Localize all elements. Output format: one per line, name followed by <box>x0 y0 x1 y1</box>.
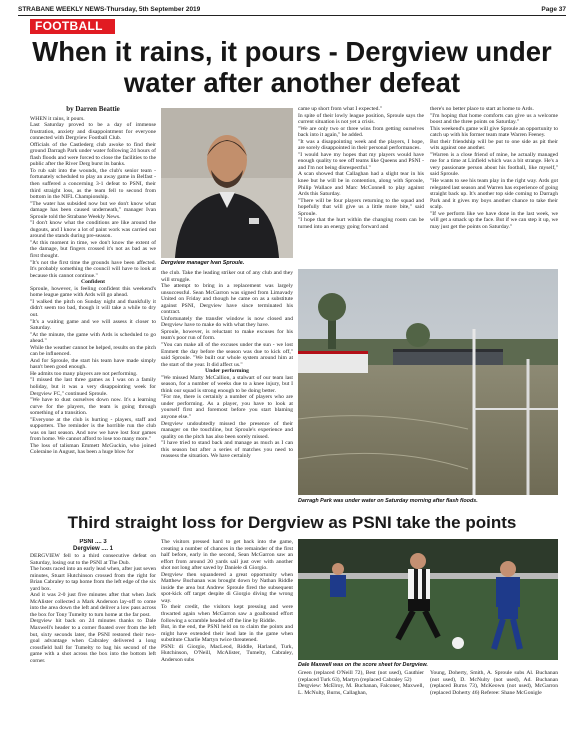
report-column-2 <box>161 539 293 729</box>
paragraph: Dergview undoubtedly missed the presence of their manager on the touchline, but Sproule's experience and quality on the pitch has also been sorely missed. <box>161 420 293 440</box>
paragraph: This weekend's game will give Sproule an opportunity to catch up with his former team mate Warren Feeney. <box>430 125 558 139</box>
player-photo-icon <box>298 539 558 660</box>
paragraph: A scan showed that Callaghan had a slight tear in his knee but he will be in contention, along with Sproule, Philip Wallace and Marc McConnell to play against Ards this Saturday. <box>298 171 424 198</box>
paragraph: "I hope that the hurt within the changing room can be turned into an energy going forward and <box>298 217 424 230</box>
manager-photo-caption: Dergview manager Ivan Sproule. <box>161 260 245 266</box>
paragraph: Dergview: McElroy, M. Buchanan, Falconer, Maxwell, L. McNulty, Burns, Callaghan, <box>298 683 424 696</box>
article-column-2 <box>161 270 293 507</box>
paragraph: Green (replaced O'Neill 72), Best (not used), Gauthier (replaced Turk 63), Martyn (replaced Cabraley 52) <box>298 670 424 683</box>
paragraph: Dergview hit back on 24 minutes thanks to Dale Maxwell's header to a corner floated over from the left but, sixty seconds later, the PSNI restored their two-goal advantage when Cabraley delivered a long crossfield ball for Tumelty to bag his second of the game with a shot across the box into the bottom left corner. <box>30 618 156 664</box>
paragraph: "Warren is a close friend of mine, he actually managed me for a time at Linfield which was a bit strange. He's a very passionate person about his football, like myself," said Sproule. <box>430 151 558 178</box>
paragraph: "I don't know what the conditions are like around the dugouts, and I know a lot of paint work was carried out around the stands during pre-season. <box>30 220 156 240</box>
manager-photo-icon <box>161 108 293 258</box>
paragraph: "We missed Marty McCallion, a stalwart of our team last season, for a number of weeks due to a knee injury, but I think our squad is strong enough to be doing better. <box>161 374 293 394</box>
paragraph: The loss of talisman Emmett McGuckin, who joined Coleraine in August, has been a huge blow for <box>30 442 156 456</box>
paragraph: "At this moment in time, we don't know the extent of the damage, but fingers crossed it's not as bad as we first thought. <box>30 239 156 260</box>
paragraph: WHEN it rains, it pours. <box>30 115 85 122</box>
paragraph: "I missed the last three games as I was on a family holiday, but it was a very disappointing week for Dergview FC," continued Sproule. <box>30 377 156 397</box>
paragraph: The attempt to bring in a replacement was largely unsuccessful. Sean McGarron was signed from Limavady United on Friday and though he came on as a substitute against PSNI, Dergview have since terminated his contract. <box>161 283 293 316</box>
paragraph: And it was 2-0 just five minutes after that when Jack McAlister collected a Mark Anderson lay-off to come into the area down the left and deliver a low pass across the box for Tony Tumelty to turn home at the far post. <box>30 592 156 618</box>
paragraph: To rub salt into the wounds, the club's senior team - fortunately scheduled to play an away game in Belfast - then suffered a concerning 3-1 defeat to PSNI, their third straight loss, as the team fell to second from bottom in the NIFL Championship. <box>30 167 156 201</box>
paragraph: To their credit, the visitors kept pressing and were thwarted again when McGarron saw a goalbound effort following a scramble headed off the line by Riddle. <box>161 604 293 624</box>
paragraph: And for Sproule, the start his team have made simply hasn't been good enough. <box>30 357 156 371</box>
paragraph: the club. Take the leading striker out of any club and they will struggle. <box>161 270 293 283</box>
paragraph: Sproule, however, is feeling confident this weekend's home league game with Ards will go ahead. <box>30 285 156 299</box>
report-column-4 <box>430 670 558 730</box>
main-headline: When it rains, it pours - Dergview under water after another defeat <box>32 36 552 98</box>
paragraph: Last Saturday proved to be a day of immense frustration, anxiety and disappointment for everyone connected with Dergview Football Club. <box>30 122 156 142</box>
paragraph: "I walked the pitch on Sunday night and thankfully it didn't seem too bad, though it will take a while to dry out. <box>30 298 156 318</box>
paragraph: "We are only two or three wins from getting ourselves back into it again," he added. <box>298 125 424 139</box>
paragraph: "The water has subsided now but we don't know what damage has been caused underneath," manager Ivan Sproule told the Strabane Weekly News. <box>30 200 156 220</box>
paragraph: "You can make all of the excuses under the sun - we lost Emmett the day before the season was due to kick off," said Sproule. "We built our whole system around him at the start of the year. It did affect us." <box>161 342 293 368</box>
paragraph: "I would have my hopes that my players would have enough quality to see off teams like Queens and PSNI - and I'm not being disrespectful." <box>298 151 424 171</box>
paragraph: "We have to dust ourselves down now. It's a learning curve for the players, the team is going through something of a transition. <box>30 397 156 417</box>
paragraph: The visitors pressed hard to get back into the game, creating a number of chances in the remainder of the first half before, early in the second, Sean McGarron saw an effort from around 20 yards sail just over with another shot not long after saved by Daniele di Giorgio. <box>161 539 293 572</box>
paragraph: "There will be four players returning to the squad and hopefully that will give us a little more bite," said Sproule. <box>298 197 424 217</box>
paragraph: Dergview then squandered a great opportunity when Matthew Buchanan was brought down by Nathan Riddle inside the area but Andrew Sproule fired the subsequent spot-kick off target despite di Giorgio diving the wrong way. <box>161 571 293 604</box>
paragraph: Young, Doherty, Smith, A. Sproule subs Al. Buchanan (not used), D. McNulty (not used), Ad. Buchanan (replaced Burns 73), McKeown (not used), McGarron (replaced Doherty 46) Referee: Shane McGonigle <box>430 670 558 696</box>
article-column-1 <box>30 106 156 508</box>
paragraph: "He wants to see his team play in the right way. Ards got relegated last season and Warren has experience of going straight back up. It's another top side coming to Darragh Park and it gives my boys another chance to take their scalp. <box>430 178 558 211</box>
paragraph: Officials of the Castlederg club awoke to find their ground Darragh Park under water following 24 hours of flash floods and were forced to close the facilities to the public after the River Derg burst its banks. <box>30 141 156 168</box>
masthead-page: Page 37 <box>541 6 566 13</box>
paragraph: But, in the end, the PSNI held on to claim the points and might have extended their lead late in the game when substitute Charlie Martyn twice threatened. <box>161 624 293 644</box>
section-tag: FOOTBALL <box>30 19 115 34</box>
paragraph: DERGVIEW fell to a third consecutive defeat on Saturday, losing out to the PSNI at The Dub. <box>30 553 156 566</box>
paragraph: there's no better place to start at home to Ards. <box>430 106 534 112</box>
paragraph: In spite of their lowly league position, Sproule says the current situation is not yet a crisis. <box>298 112 424 126</box>
second-headline: Third straight loss for Dergview as PSNI take the points <box>67 513 517 532</box>
paragraph: "It was a disappointing week and the players, I hope, are sorely disappointed in their personal performances. <box>298 138 424 152</box>
manager-photo-icon <box>161 108 293 258</box>
paragraph: Sproule, however, is reluctant to make excuses for his team's poor run of form. <box>161 328 293 342</box>
paragraph: The hosts raced into an early lead when, after just seven minutes, Stuart Hutchinson crossed from the right for Brian Cabraley to tap home from the left edge of the six yard box. <box>30 566 156 592</box>
subheading: Confident <box>81 279 105 286</box>
paragraph: Unfortunately the transfer window is now closed and Dergview have to make do with what they have. <box>161 315 293 329</box>
masthead-left: STRABANE WEEKLY NEWS-Thursday, 5th September 2019 <box>18 6 201 13</box>
flood-photo-icon <box>298 269 558 495</box>
paragraph: came up short from what I expected." <box>298 106 383 112</box>
flood-photo-caption: Darragh Park was under water on Saturday morning after flash floods. <box>298 498 478 504</box>
masthead-rule <box>18 15 566 16</box>
player-photo-caption: Dale Maxwell was on the score sheet for Dergview. <box>298 662 428 668</box>
report-column-3 <box>298 670 424 730</box>
subheading: Under performing <box>205 368 249 375</box>
paragraph: But their friendship will be put to one side as pit their wits against one another. <box>430 138 558 152</box>
paragraph: "I have tried to stand back and manage as much as I can this season but after a series of matches you need to reassess the situation. We have certainly <box>161 440 293 460</box>
paragraph: "At the minute, the game with Ards is scheduled to go ahead." <box>30 331 156 345</box>
score-psni: PSNI .... 3 <box>79 539 107 545</box>
paragraph: "If we perform like we have done in the last week, we will get a smack up the face. But if we can step it up, we may just get the points on Saturday." <box>430 210 558 230</box>
paragraph: He admits too many players are not performing. <box>30 370 138 377</box>
paragraph: "Everyone at the club is hurting - players, staff and supporters. The reminder is the horrible run the club was on last season. And now we have lost four games from home. We cannot afford to lose too many more." <box>30 416 156 443</box>
paragraph: "It's a waiting game and we will assess it closer to Saturday. <box>30 318 156 332</box>
paragraph: "It's not the first time the grounds have been affected. It's probably something the council will have to look at because this cannot continue." <box>30 259 156 279</box>
byline: by Darren Beattie <box>66 106 120 113</box>
score-dergview: Dergview .... 1 <box>72 546 114 552</box>
paragraph: While the weather cannot be helped, results on the pitch can be influenced. <box>30 344 156 358</box>
paragraph: "I'm hoping that home comforts can give us a welcome boost and the three points on Saturday." <box>430 112 558 126</box>
player-photo-icon <box>298 539 558 660</box>
paragraph: PSNI: di Giorgio, MacLeod, Riddle, Harland, Turk, Hutchinson, O'Neill, McAlister, Tumelty, Cabraley, Anderson subs <box>161 643 293 663</box>
flood-photo-icon <box>298 269 558 495</box>
article-column-4 <box>430 106 558 266</box>
paragraph: "For me, there is certainly a number of players who are under performing. As a player, you have to look at yourself first and foremost before you start blaming anyone else." <box>161 394 293 421</box>
article-column-3 <box>298 106 424 266</box>
report-column-1 <box>30 539 156 729</box>
